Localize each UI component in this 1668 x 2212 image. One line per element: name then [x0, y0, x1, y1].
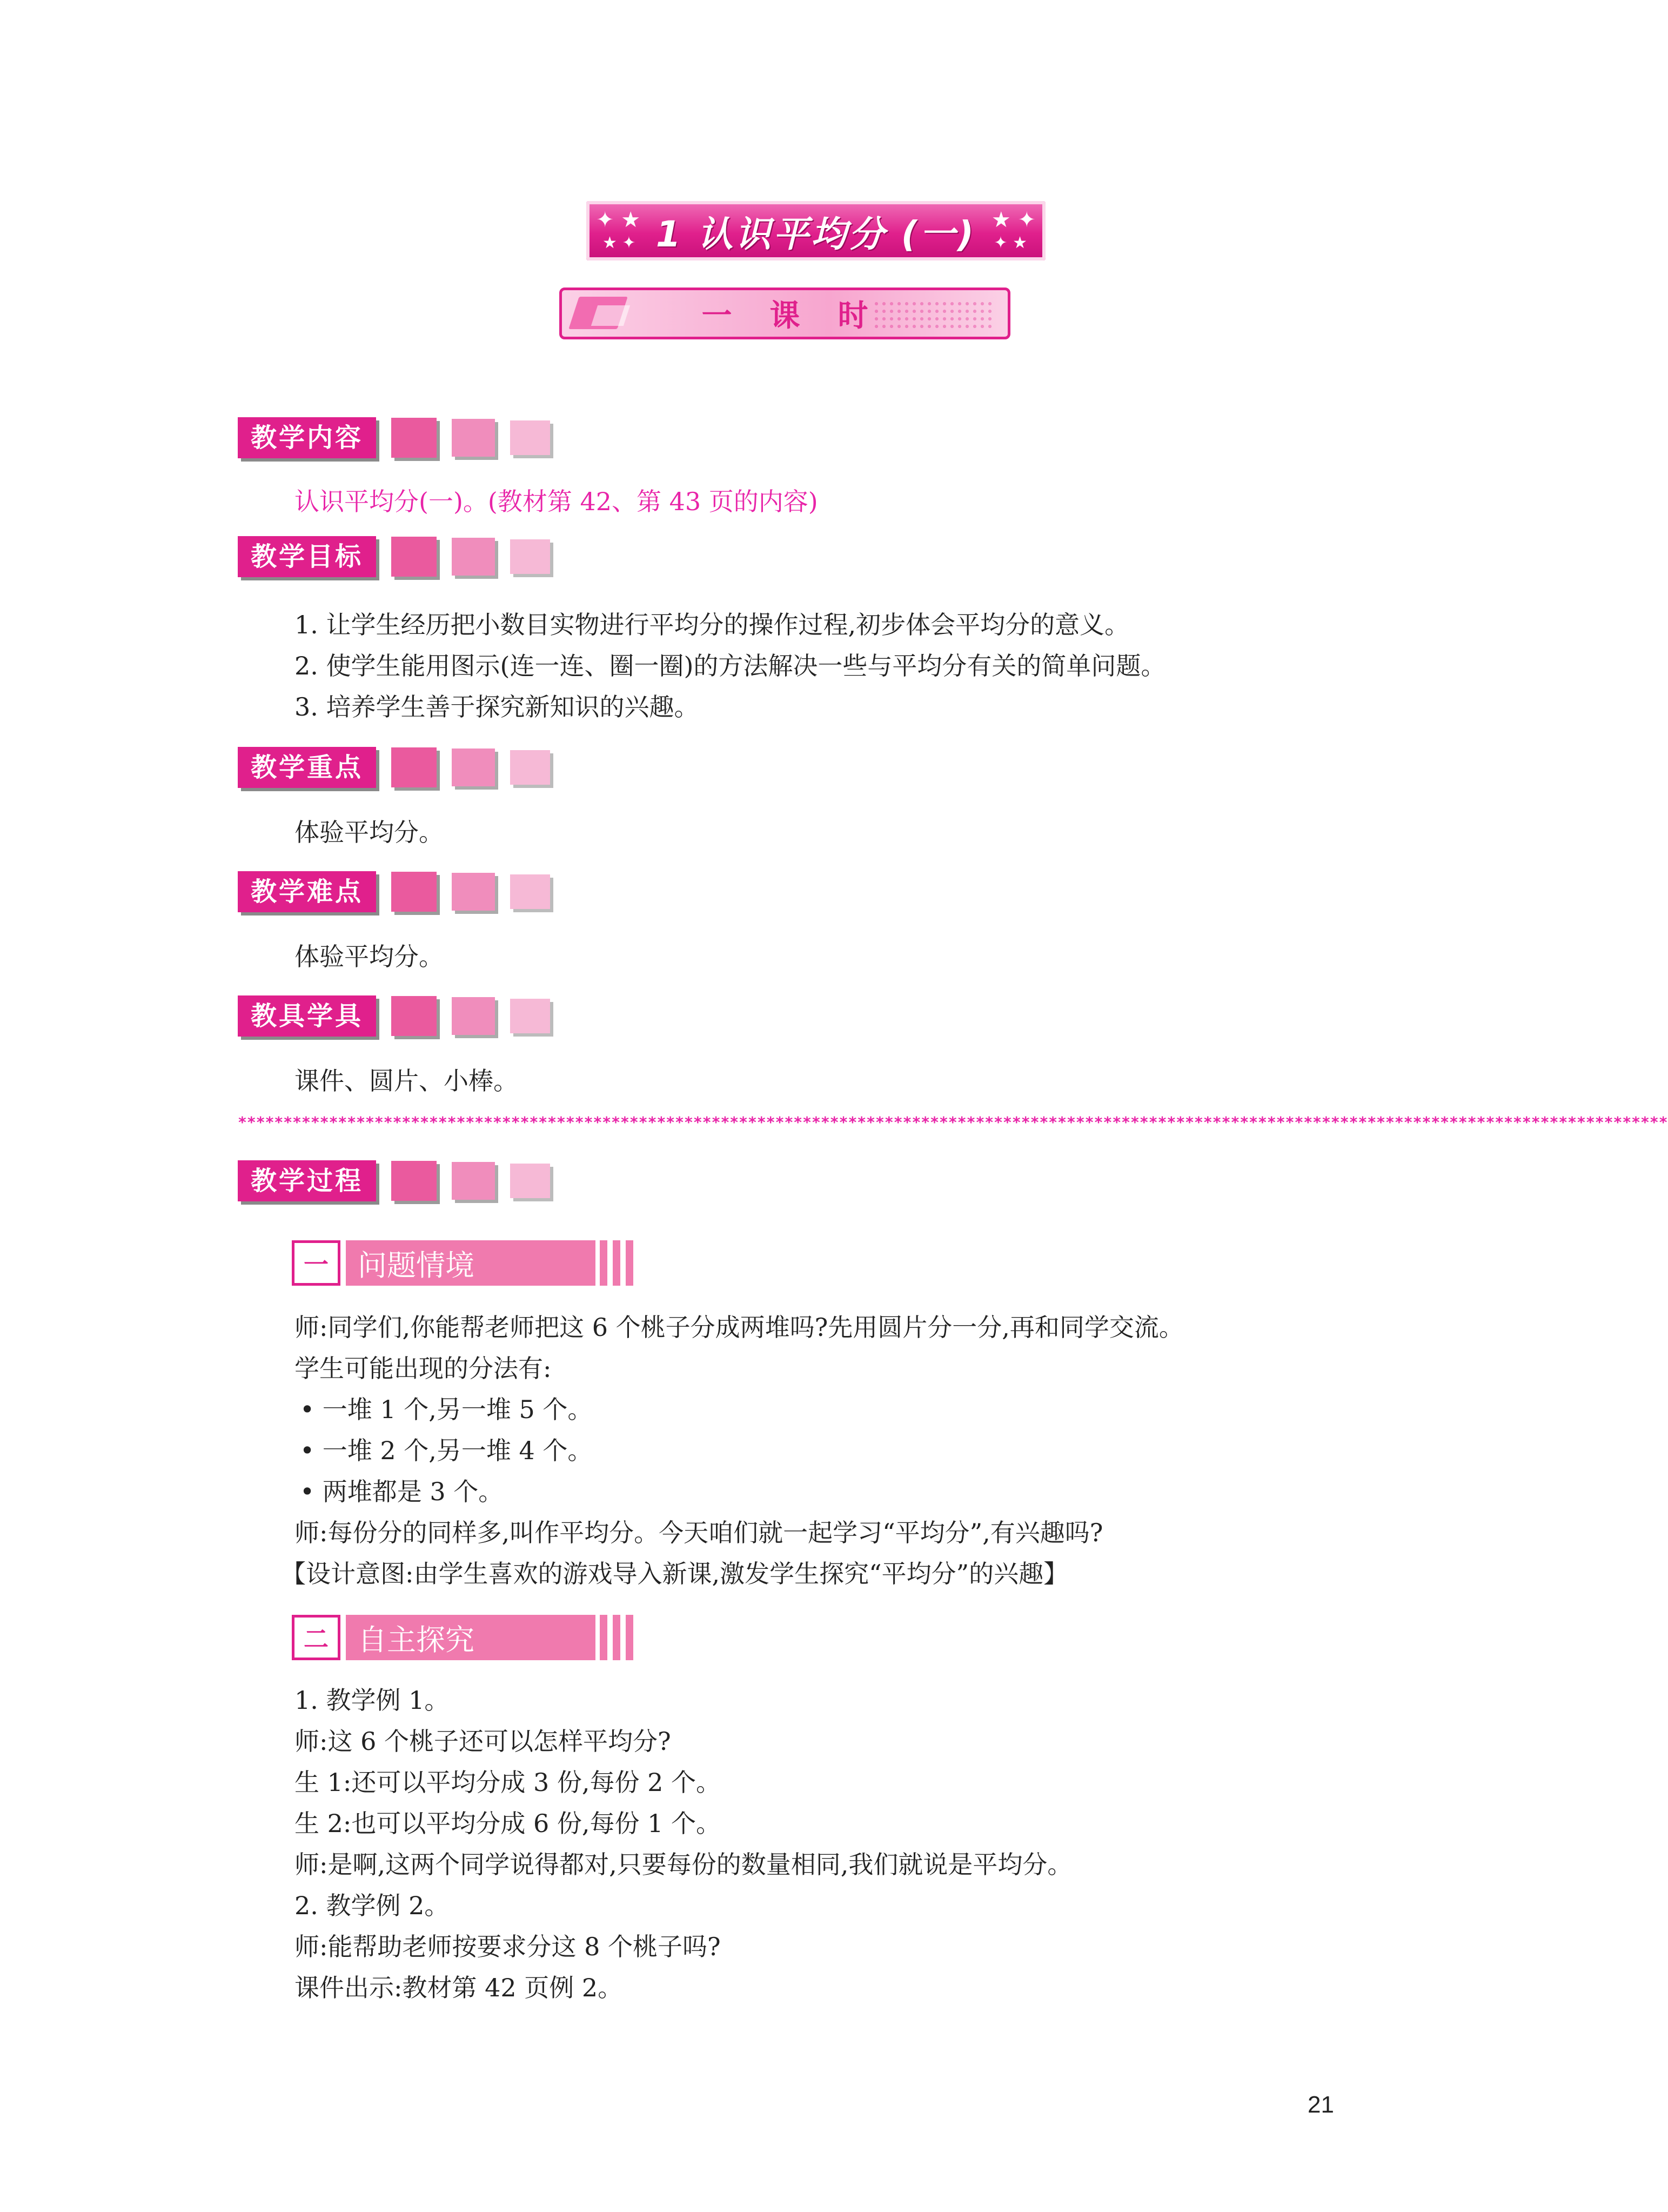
- star-decoration-icon: ✦ ★: [994, 233, 1027, 252]
- subsection-title: 问题情境: [346, 1240, 595, 1286]
- process-line: 生 1:还可以平均分成 3 份,每份 2 个。: [294, 1768, 721, 1797]
- star-decoration-icon: ★ ✦: [602, 233, 636, 252]
- square-decoration: [391, 872, 437, 912]
- content-text: 认识平均分(一)。(教材第 42、第 43 页的内容): [294, 487, 818, 516]
- subsection-title: 自主探究: [346, 1615, 595, 1660]
- process-line: 师:能帮助老师按要求分这 8 个桃子吗?: [294, 1932, 721, 1961]
- banner-decoration: [591, 305, 630, 326]
- square-decoration: [452, 1162, 495, 1200]
- process-line: 学生可能出现的分法有:: [294, 1354, 552, 1383]
- lesson-banner: [559, 288, 1010, 339]
- square-decoration: [391, 1161, 437, 1201]
- section-header-difficult: [238, 870, 550, 913]
- square-decoration: [391, 747, 437, 787]
- subsection-number: 一: [292, 1240, 340, 1286]
- process-line: • 两堆都是 3 个。: [300, 1477, 504, 1506]
- square-decoration: [452, 873, 495, 911]
- section-label: 教学过程: [238, 1160, 376, 1201]
- bar-decoration: [600, 1615, 639, 1660]
- chapter-title: 1 认识平均分 (一): [655, 213, 976, 255]
- goal-item: 1. 让学生经历把小数目实物进行平均分的操作过程,初步体会平均分的意义。: [294, 610, 1130, 639]
- process-line: 师:每份分的同样多,叫作平均分。今天咱们就一起学习“平均分”,有兴趣吗?: [294, 1518, 1103, 1547]
- process-line: 2. 教学例 2。: [294, 1891, 450, 1920]
- tools-text: 课件、圆片、小棒。: [294, 1066, 518, 1095]
- section-label: 教学内容: [238, 417, 376, 458]
- process-line: 师:这 6 个桃子还可以怎样平均分?: [294, 1727, 671, 1756]
- process-line: 课件出示:教材第 42 页例 2。: [294, 1973, 623, 2002]
- lesson-label: 一课时: [701, 298, 906, 333]
- goal-item: 2. 使学生能用图示(连一连、圈一圈)的方法解决一些与平均分有关的简单问题。: [294, 651, 1166, 680]
- square-decoration: [452, 419, 495, 457]
- star-decoration-icon: ✦ ★: [596, 208, 641, 232]
- subsection-number: 二: [292, 1615, 340, 1660]
- section-header-process: [238, 1159, 550, 1202]
- star-divider: *************************************************************************************************************************************************************: [238, 1113, 1668, 1131]
- process-line: • 一堆 1 个,另一堆 5 个。: [300, 1395, 593, 1424]
- dot-pattern: [873, 300, 992, 329]
- goal-item: 3. 培养学生善于探究新知识的兴趣。: [294, 692, 699, 721]
- section-header-goals: [238, 535, 550, 578]
- page-number: 21: [1308, 2091, 1334, 2118]
- square-decoration: [510, 999, 550, 1033]
- process-line: 生 2:也可以平均分成 6 份,每份 1 个。: [294, 1809, 721, 1838]
- square-decoration: [391, 418, 437, 458]
- square-decoration: [452, 538, 495, 576]
- section-header-key: [238, 746, 550, 789]
- section-header-tools: [238, 994, 550, 1038]
- process-line: 师:是啊,这两个同学说得都对,只要每份的数量相同,我们就说是平均分。: [294, 1850, 1073, 1879]
- process-line: 1. 教学例 1。: [294, 1686, 450, 1715]
- square-decoration: [510, 420, 550, 455]
- square-decoration: [391, 537, 437, 577]
- section-label: 教学目标: [238, 536, 376, 577]
- bar-decoration: [600, 1240, 639, 1286]
- process-line: 师:同学们,你能帮老师把这 6 个桃子分成两堆吗?先用圆片分一分,再和同学交流。: [294, 1313, 1184, 1342]
- subsection-header-1: [292, 1240, 639, 1286]
- key-point-text: 体验平均分。: [294, 818, 444, 847]
- difficult-point-text: 体验平均分。: [294, 942, 444, 971]
- square-decoration: [510, 539, 550, 574]
- square-decoration: [391, 996, 437, 1036]
- square-decoration: [452, 749, 495, 786]
- section-header-content: [238, 416, 550, 459]
- subsection-header-2: [292, 1615, 639, 1660]
- square-decoration: [510, 750, 550, 785]
- star-decoration-icon: ★ ✦: [991, 208, 1036, 232]
- square-decoration: [510, 874, 550, 909]
- section-label: 教学难点: [238, 871, 376, 912]
- section-label: 教学重点: [238, 747, 376, 788]
- square-decoration: [452, 997, 495, 1035]
- chapter-title-banner: [586, 201, 1046, 260]
- section-label: 教具学具: [238, 995, 376, 1037]
- square-decoration: [510, 1164, 550, 1198]
- design-intent: 【设计意图:由学生喜欢的游戏导入新课,激发学生探究“平均分”的兴趣】: [281, 1559, 1069, 1588]
- process-line: • 一堆 2 个,另一堆 4 个。: [300, 1436, 593, 1465]
